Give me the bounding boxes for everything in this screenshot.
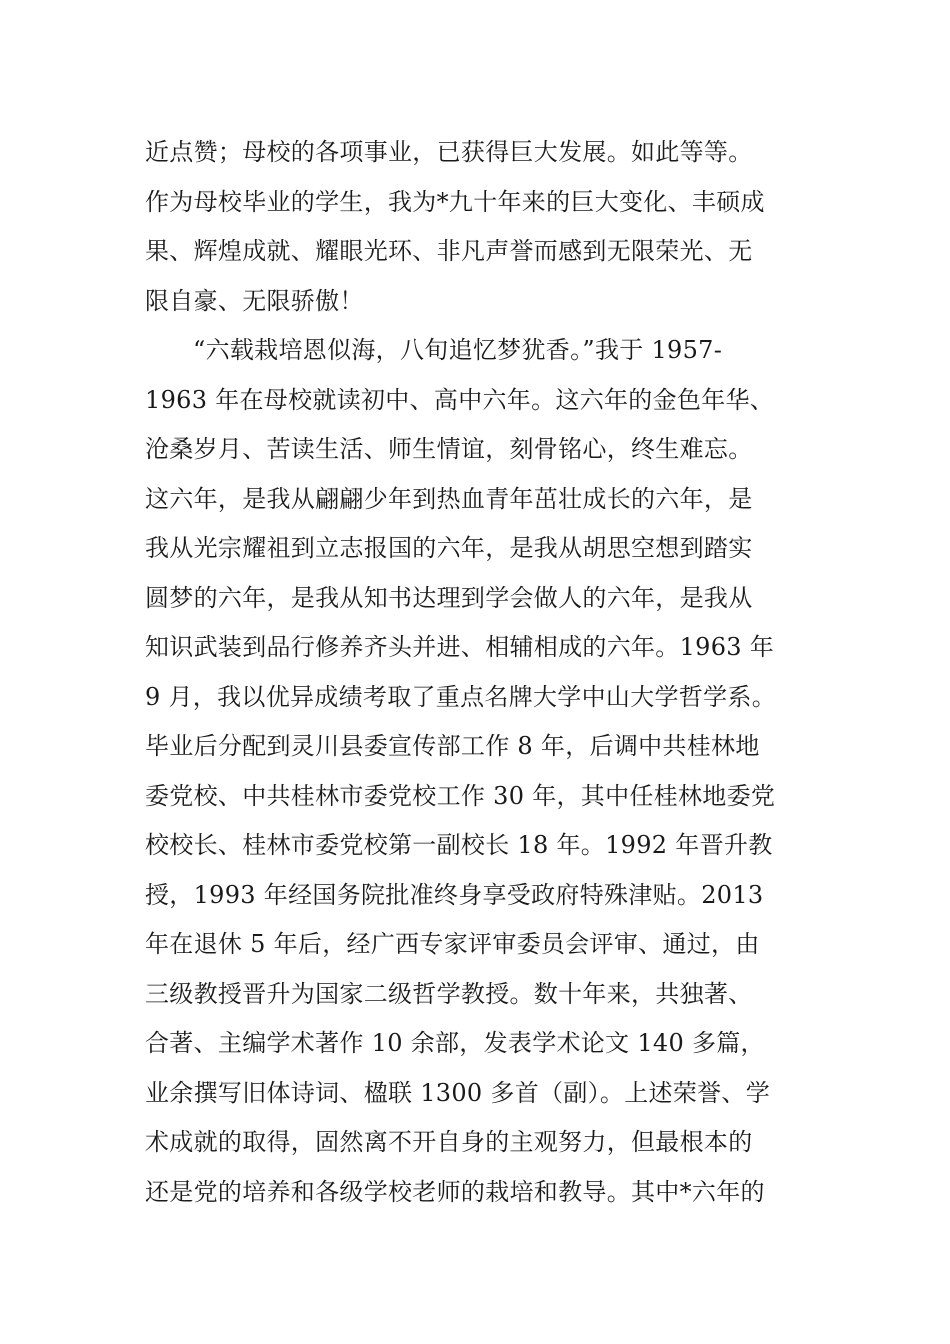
- text-line: 这六年，是我从翩翩少年到热血青年茁壮成长的六年，是: [145, 484, 753, 513]
- text-line: 还是党的培养和各级学校老师的栽培和教导。其中*六年的: [145, 1177, 765, 1206]
- text-line: “六载栽培恩似海，八旬追忆梦犹香。”我于 1957-: [193, 336, 723, 364]
- text-line: 我从光宗耀祖到立志报国的六年，是我从胡思空想到踏实: [145, 534, 753, 562]
- text-line: 限自豪、无限骄傲！: [145, 286, 364, 315]
- text-line: 年在退休 5 年后，经广西专家评审委员会评审、通过，由: [145, 930, 760, 958]
- text-line: 术成就的取得，固然离不开自身的主观努力，但最根本的: [145, 1128, 753, 1156]
- text-line: 作为母校毕业的学生，我为*九十年来的巨大变化、丰硕成: [145, 187, 765, 216]
- text-line: 毕业后分配到灵川县委宣传部工作 8 年，后调中共桂林地: [145, 732, 760, 760]
- text-line: 三级教授晋升为国家二级哲学教授。数十年来，共独著、: [145, 979, 753, 1008]
- text-line: 委党校、中共桂林市委党校工作 30 年，其中任桂林地委党: [145, 781, 776, 810]
- text-line: 校校长、桂林市委党校第一副校长 18 年。1992 年晋升教: [145, 831, 773, 859]
- text-line: 沧桑岁月、苦读生活、师生情谊，刻骨铭心，终生难忘。: [145, 435, 753, 463]
- text-line: 授，1993 年经国务院批准终身享受政府特殊津贴。2013: [145, 880, 764, 909]
- text-line: 果、辉煌成就、耀眼光环、非凡声誉而感到无限荣光、无: [145, 237, 753, 265]
- text-line: 9 月，我以优异成绩考取了重点名牌大学中山大学哲学系。: [145, 682, 776, 711]
- text-line: 圆梦的六年，是我从知书达理到学会做人的六年，是我从: [145, 583, 753, 612]
- body-text: [145, 128, 825, 1217]
- text-line: 近点赞；母校的各项事业，已获得巨大发展。如此等等。: [145, 138, 753, 166]
- text-line: 1963 年在母校就读初中、高中六年。这六年的金色年华、: [145, 385, 775, 414]
- text-line: 业余撰写旧体诗词、楹联 1300 多首（副）。上述荣誉、学: [145, 1078, 771, 1107]
- text-line: 合著、主编学术著作 10 余部，发表学术论文 140 多篇，: [145, 1029, 765, 1057]
- text-line: 知识武装到品行修养齐头并进、相辅相成的六年。1963 年: [145, 633, 775, 661]
